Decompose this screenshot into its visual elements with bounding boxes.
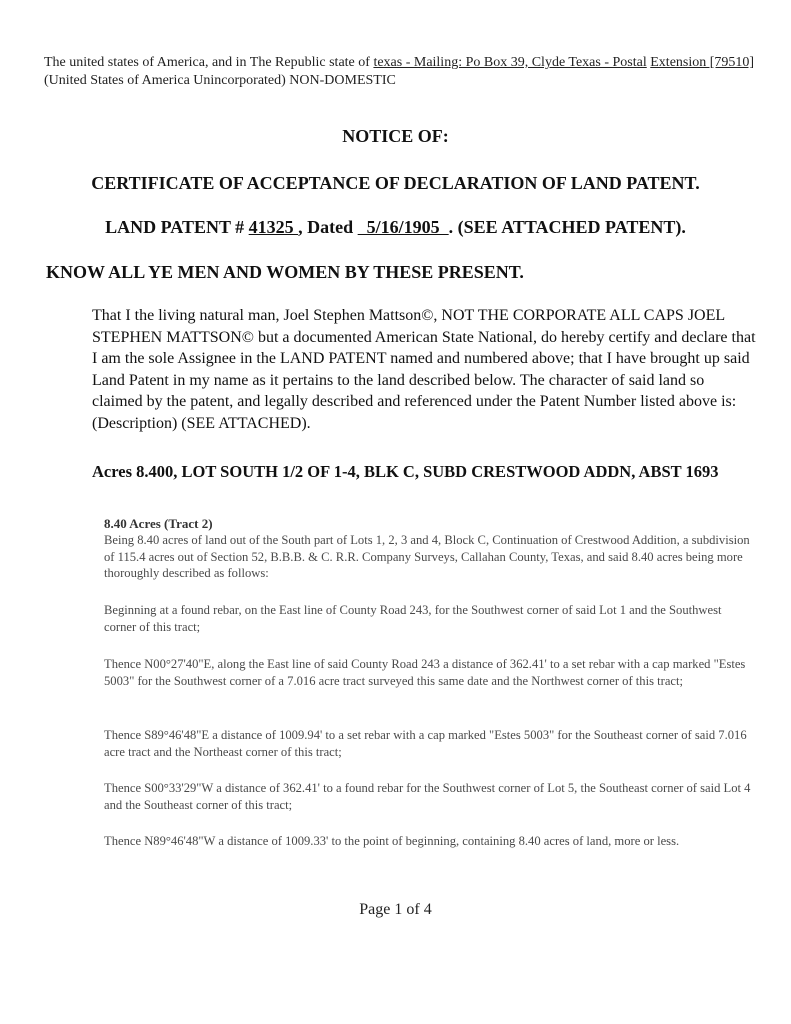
notice-title: NOTICE OF:: [342, 126, 449, 146]
patent-label: LAND PATENT #: [105, 217, 249, 237]
dated-label: , Dated: [298, 217, 358, 237]
header-suffix: (United States of America Unincorporated) NON-DOMESTIC: [44, 73, 396, 88]
legal-description-paragraph: Thence S89°46'48"E a distance of 1009.94' to a set rebar with a cap marked "Estes 5003" for the Southeast corner of said 7.016 acre tract and the Northeast corner of this tract;: [104, 728, 747, 759]
header-mailing-line1: texas - Mailing: Po Box 39, Clyde Texas - Postal: [373, 55, 647, 70]
legal-description-title: 8.40 Acres (Tract 2): [104, 516, 213, 531]
header-address: [44, 54, 759, 90]
legal-description-paragraph: Thence S00°33'29"W a distance of 362.41' to a found rebar for the Southwest corner of Lot 5, the Southeast corner of said Lot 4 and the Southeast corner of this tract;: [104, 781, 751, 812]
patent-suffix: . (SEE ATTACHED PATENT).: [448, 217, 686, 237]
certificate-title: CERTIFICATE OF ACCEPTANCE OF DECLARATION OF LAND PATENT.: [91, 173, 700, 193]
legal-description-paragraph: Thence N89°46'48"W a distance of 1009.33' to the point of beginning, containing 8.40 acres of land, more or less.: [104, 834, 680, 848]
patent-number: 41325: [248, 217, 299, 237]
legal-description-paragraph: Being 8.40 acres of land out of the South part of Lots 1, 2, 3 and 4, Block C, Continuation of Crestwood Addition, a subdivision of 115.4 acres out of Section 52, B.B.B. & C. R.R. Company Surveys, Callahan County, Texas, and said 8.40 acres being more thoroughly described as follows:: [104, 533, 750, 580]
patent-date: 5/16/1905: [357, 217, 449, 237]
acres-line: Acres 8.400, LOT SOUTH 1/2 OF 1-4, BLK C, SUBD CRESTWOOD ADDN, ABST 1693: [92, 462, 719, 481]
legal-description-paragraph: Beginning at a found rebar, on the East line of County Road 243, for the Southwest corner of said Lot 1 and the Southwest corner of this tract;: [104, 603, 722, 634]
patent-line: [0, 217, 791, 238]
legal-description-paragraph: Thence N00°27'40"E, along the East line of said County Road 243 a distance of 362.41' to a set rebar with a cap marked "Estes 5003" for the Southwest corner of a 7.016 acre tract surveyed this same date and the Northwest corner of this tract;: [104, 657, 746, 688]
declaration-paragraph: That I the living natural man, Joel Stephen Mattson©, NOT THE CORPORATE ALL CAPS JOEL STEPHEN MATTSON© but a documented American State National, do hereby certify and declare that I am the sole Assignee in the LAND PATENT named and numbered above; that I have brought up said Land Patent in my name as it pertains to the land described below. The character of said land so claimed by the patent, and legally described and referenced under the Patent Number listed above is: (Description) (SEE ATTACHED).: [92, 307, 756, 432]
header-prefix: The united states of America, and in The Republic state of: [44, 55, 374, 70]
page-number: Page 1 of 4: [359, 901, 432, 918]
header-mailing-line2: Extension [79510]: [650, 55, 755, 70]
know-all-heading: KNOW ALL YE MEN AND WOMEN BY THESE PRESENT.: [46, 262, 524, 282]
